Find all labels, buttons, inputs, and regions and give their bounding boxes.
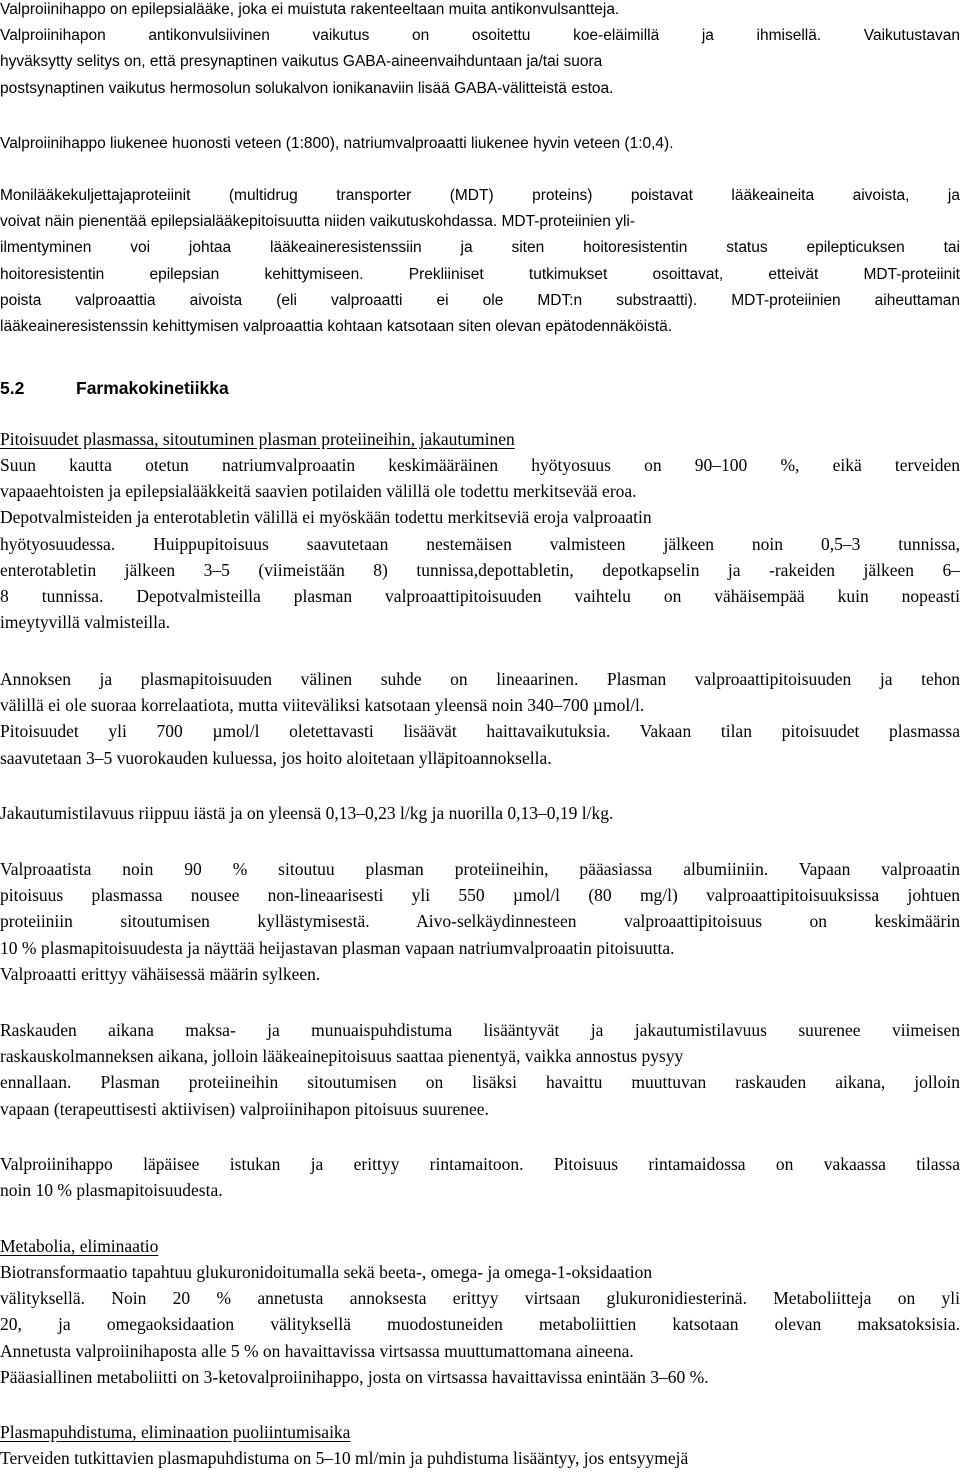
text-line: Depotvalmisteiden ja enterotabletin välillä ei myöskään todettu merkitseviä eroja valproaatin — [0, 507, 652, 528]
paragraph-protein-binding — [0, 856, 960, 987]
text-line: Valproiinihappo on epilepsialääke, joka ei muistuta rakenteeltaan muita antikonvulsantteja. — [0, 1, 620, 18]
text-line: Valproaatti erittyy vähäisessä määrin sylkeen. — [0, 963, 321, 984]
text-line: postsynaptinen vaikutus hermosolun solukalvon ionikanaviin lisää GABA-välitteistä estoa. — [0, 79, 614, 97]
text-line: 20, ja omegaoksidaation välityksellä muodostuneiden metaboliittien katsotaan olevan maksatoksisia. — [0, 1314, 960, 1335]
section-title: Farmakokinetiikka — [76, 378, 229, 398]
section-heading — [0, 375, 229, 401]
paragraph-metabolism — [0, 1259, 960, 1390]
text-line: raskauskolmanneksen aikana, jolloin lääkeainepitoisuus saattaa pienentyä, vaikka annostus pysyy — [0, 1046, 684, 1067]
text-line: 8 tunnissa. Depotvalmisteilla plasman valproaattipitoisuuden vaihtelu on vähäisempää kuin nopeasti — [0, 586, 960, 607]
text-line: välityksellä. Noin 20 % annetusta annoksesta erittyy virtsaan glukuronidiesterinä. Metaboliitteja on yli — [0, 1288, 960, 1309]
subheading-concentrations: Pitoisuudet plasmassa, sitoutuminen plasman proteiineihin, jakautuminen — [0, 429, 515, 449]
text-line: hoitoresistentin epilepsian kehittymiseen. Prekliiniset tutkimukset osoittavat, etteivät MDT-proteiinit — [0, 265, 960, 283]
subheading-metabolism: Metabolia, eliminaatio — [0, 1236, 159, 1256]
paragraph-mechanism — [0, 0, 960, 102]
text-line: proteiiniin sitoutumisen kyllästymisestä. Aivo-selkäydinnesteen valproaattipitoisuus on keskimäärin — [0, 911, 960, 932]
text-line: Valproiinihapon antikonvulsiivinen vaikutus on osoitettu koe-eläimillä ja ihmisellä. Vaikutustavan — [0, 27, 960, 45]
text-line: pitoisuus plasmassa nousee non-lineaarisesti yli 550 µmol/l (80 mg/l) valproaattipitoisuuksissa johtuen — [0, 885, 960, 906]
text-line: vapaaehtoisten ja epilepsialääkkeitä saavien potilaiden välillä ole todettu merkitsevää eroa. — [0, 481, 637, 502]
paragraph-dose-relation — [0, 666, 960, 771]
text-line: Raskauden aikana maksa- ja munuaispuhdistuma lisääntyvät ja jakautumistilavuus suurenee viimeisen — [0, 1020, 960, 1040]
text-line: voivat näin pienentää epilepsialääkepitoisuutta niiden vaikutuskohdassa. MDT-proteiinien yli- — [0, 213, 636, 231]
text-line: Biotransformaatio tapahtuu glukuronidoitumalla sekä beeta-, omega- ja omega-1-oksidaation — [0, 1262, 653, 1282]
text-line: Suun kautta otetun natriumvalproaatin keskimääräinen hyötyosuus on 90–100 %, eikä terveiden — [0, 455, 960, 475]
text-line: ilmentyminen voi johtaa lääkeaineresistenssiin ja siten hoitoresistentin status epilepticuksen tai — [0, 239, 960, 257]
text-line: hyötyosuudessa. Huippupitoisuus saavutetaan nestemäisen valmisteen jälkeen noin 0,5–3 tunnissa, — [0, 533, 960, 554]
text-line: enterotabletin jälkeen 3–5 (viimeistään 8) tunnissa,depottabletin, depotkapselin ja -rakeiden jälkeen 6– — [0, 559, 960, 580]
text-line: Annetusta valproiinihaposta alle 5 % on havaittavissa virtsassa muuttumattomana aineena. — [0, 1340, 634, 1361]
text-line: Pitoisuudet yli 700 µmol/l oletettavasti lisäävät haittavaikutuksia. Vakaan tilan pitoisuudet plasmassa — [0, 721, 960, 742]
paragraph-clearance — [0, 1445, 960, 1471]
text-line: Monilääkekuljettajaproteiinit (multidrug transporter (MDT) proteins) poistavat lääkeaineita aivoista, ja — [0, 187, 960, 204]
text-line: Jakautumistilavuus riippuu iästä ja on yleensä 0,13–0,23 l/kg ja nuorilla 0,13–0,19 l/kg. — [0, 803, 614, 823]
paragraph-distribution-volume — [0, 800, 960, 826]
text-line: imeytyvillä valmisteilla. — [0, 612, 171, 633]
paragraph-breast-milk — [0, 1151, 960, 1203]
text-line: Valproaatista noin 90 % sitoutuu plasman proteiineihin, pääasiassa albumiiniin. Vapaan valproaatin — [0, 859, 960, 879]
text-line: noin 10 % plasmapitoisuudesta. — [0, 1180, 223, 1201]
text-line: Pääasiallinen metaboliitti on 3-ketovalproiinihappo, josta on virtsassa havaittavissa enintään 3–60 %. — [0, 1366, 709, 1387]
text-line: Valproiinihappo läpäisee istukan ja erittyy rintamaitoon. Pitoisuus rintamaidossa on vakaassa tilassa — [0, 1154, 960, 1174]
text-line: 10 % plasmapitoisuudesta ja näyttää heijastavan plasman vapaan natriumvalproaatin pitoisuutta. — [0, 937, 675, 958]
text-line: ennallaan. Plasman proteiineihin sitoutumisen on lisäksi havaittu muuttuvan raskauden aikana, jolloin — [0, 1072, 960, 1093]
paragraph-bioavailability — [0, 452, 960, 635]
text-line: Terveiden tutkittavien plasmapuhdistuma on 5–10 ml/min ja puhdistuma lisääntyy, jos entsyymejä — [0, 1448, 689, 1468]
text-line: hyväksytty selitys on, että presynaptinen vaikutus GABA-aineenvaihduntaan ja/tai suora — [0, 53, 603, 71]
text-line: Valproiinihappo liukenee huonosti veteen (1:800), natriumvalproaatti liukenee hyvin veteen (1:0,4). — [0, 135, 674, 152]
paragraph-solubility — [0, 131, 960, 157]
subheading-clearance: Plasmapuhdistuma, eliminaation puoliintumisaika — [0, 1422, 351, 1442]
text-line: välillä ei ole suoraa korrelaatiota, mutta viiteväliksi katsotaan yleensä noin 340–700 µmol/l. — [0, 695, 645, 716]
text-line: lääkeaineresistenssin kehittymisen valproaattia kohtaan katsotaan siten olevan epätodennäköistä. — [0, 318, 673, 336]
text-line: saavutetaan 3–5 vuorokauden kuluessa, jos hoito aloitetaan ylläpitoannoksella. — [0, 747, 552, 768]
paragraph-pregnancy — [0, 1017, 960, 1122]
text-line: poista valproaattia aivoista (eli valproaatti ei ole MDT:n substraatti). MDT-proteiinien aiheuttaman — [0, 291, 960, 309]
section-number: 5.2 — [0, 378, 25, 398]
text-line: Annoksen ja plasmapitoisuuden välinen suhde on lineaarinen. Plasman valproaattipitoisuuden ja tehon — [0, 669, 960, 689]
paragraph-mdt — [0, 183, 960, 340]
text-line: vapaan (terapeuttisesti aktiivisen) valproiinihapon pitoisuus suurenee. — [0, 1098, 489, 1119]
